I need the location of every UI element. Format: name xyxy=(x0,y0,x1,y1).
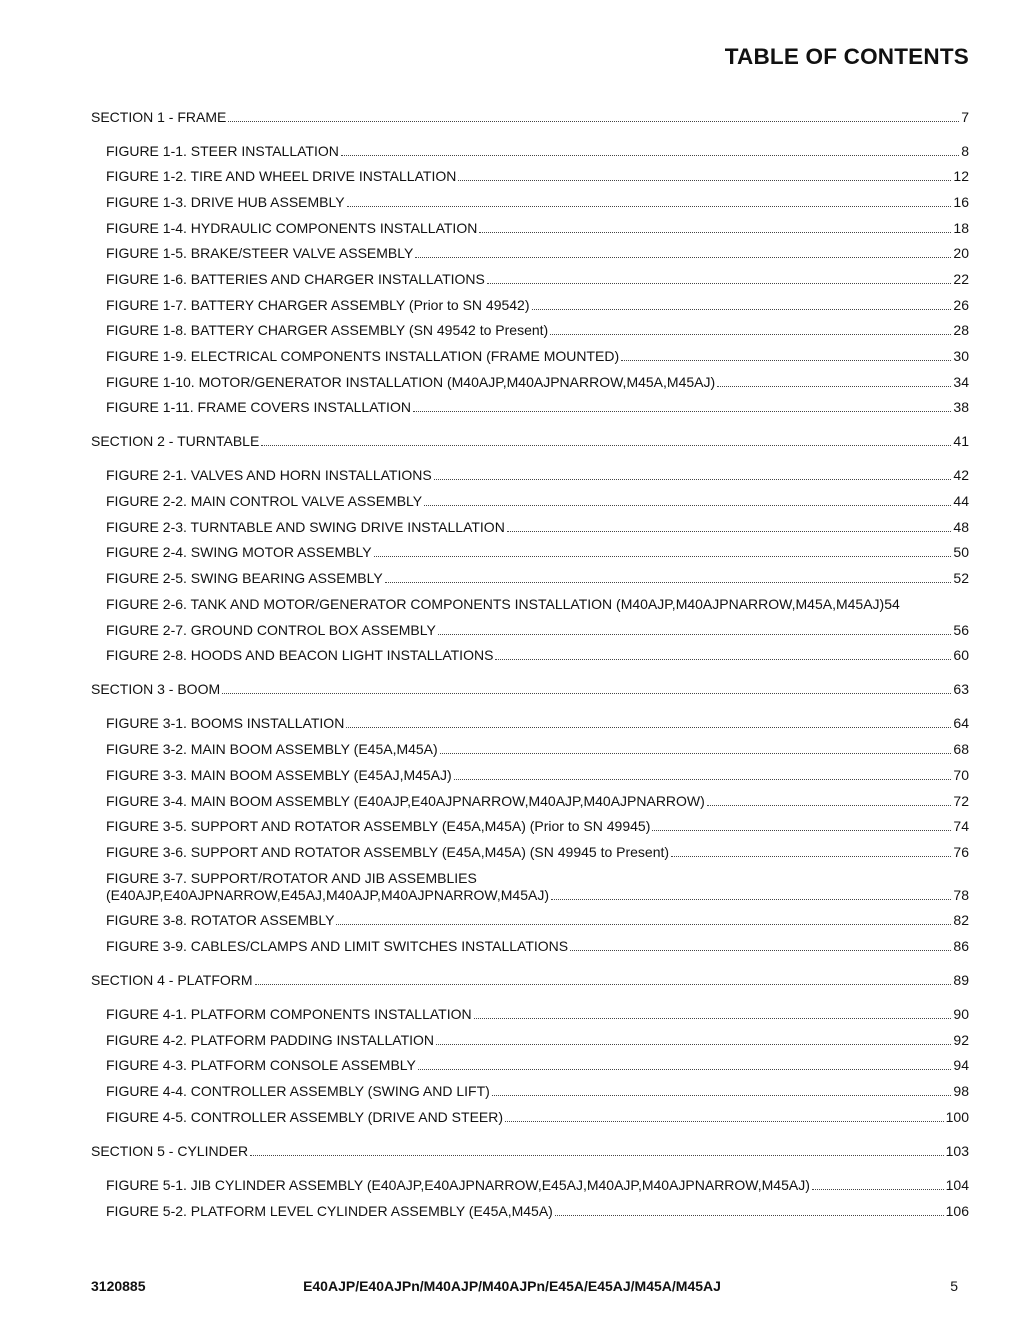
toc-figure-entry[interactable] xyxy=(106,519,969,536)
page-number: 74 xyxy=(953,818,969,834)
toc-figure-entry[interactable] xyxy=(106,493,969,510)
figure-title: FIGURE 2-4. SWING MOTOR ASSEMBLY xyxy=(106,544,372,560)
toc-figure-entry[interactable] xyxy=(106,544,969,561)
figure-title: FIGURE 2-3. TURNTABLE AND SWING DRIVE INSTALLATION xyxy=(106,519,505,535)
page-number: 18 xyxy=(953,220,969,236)
figure-title: FIGURE 1-11. FRAME COVERS INSTALLATION xyxy=(106,399,411,415)
dot-leader xyxy=(707,804,952,806)
section-title: SECTION 2 - TURNTABLE xyxy=(91,433,260,449)
figure-title: FIGURE 2-7. GROUND CONTROL BOX ASSEMBLY xyxy=(106,622,436,638)
page-number: 64 xyxy=(953,715,969,731)
dot-leader xyxy=(507,530,952,532)
dot-leader xyxy=(424,504,951,506)
dot-leader xyxy=(434,478,952,480)
page-number: 28 xyxy=(953,322,969,338)
dot-leader xyxy=(436,1043,951,1045)
dot-leader xyxy=(454,778,952,780)
page-number: 94 xyxy=(953,1057,969,1073)
figure-title: FIGURE 5-2. PLATFORM LEVEL CYLINDER ASSEMBLY (E45A,M45A) xyxy=(106,1203,553,1219)
toc-figure-entry[interactable] xyxy=(106,1109,969,1126)
page-number: 42 xyxy=(953,467,969,483)
dot-leader xyxy=(505,1120,944,1122)
dot-leader xyxy=(652,829,951,831)
section-title: SECTION 3 - BOOM xyxy=(91,681,221,697)
figure-title: FIGURE 4-3. PLATFORM CONSOLE ASSEMBLY xyxy=(106,1057,416,1073)
dot-leader xyxy=(346,726,951,728)
page-number: 20 xyxy=(953,245,969,261)
page-number: 44 xyxy=(953,493,969,509)
page-number: 38 xyxy=(953,399,969,415)
page-number: 54 xyxy=(884,596,900,612)
dot-leader xyxy=(474,1017,952,1019)
toc-figure-entry[interactable] xyxy=(106,912,969,929)
figure-title: FIGURE 2-1. VALVES AND HORN INSTALLATIONS xyxy=(106,467,432,483)
figure-title: FIGURE 2-8. HOODS AND BEACON LIGHT INSTALLATIONS xyxy=(106,647,494,663)
dot-leader xyxy=(621,359,951,361)
page-number: 90 xyxy=(953,1006,969,1022)
toc-figure-entry[interactable] xyxy=(106,271,969,288)
figure-title: FIGURE 1-5. BRAKE/STEER VALVE ASSEMBLY xyxy=(106,245,414,261)
dot-leader xyxy=(551,898,951,900)
figure-title: FIGURE 3-5. SUPPORT AND ROTATOR ASSEMBLY (E45A,M45A) (Prior to SN 49945) xyxy=(106,818,651,834)
toc-figure-entry[interactable] xyxy=(106,374,969,391)
page-number: 60 xyxy=(953,647,969,663)
toc-figure-entry[interactable] xyxy=(106,715,969,732)
page-number: 86 xyxy=(953,938,969,954)
figure-title: FIGURE 1-4. HYDRAULIC COMPONENTS INSTALLATION xyxy=(106,220,478,236)
dot-leader xyxy=(374,555,952,557)
figure-title: FIGURE 1-9. ELECTRICAL COMPONENTS INSTALLATION (FRAME MOUNTED) xyxy=(106,348,620,364)
toc-section-entry[interactable] xyxy=(91,109,969,126)
toc-figure-entry[interactable] xyxy=(106,143,969,160)
dot-leader xyxy=(479,231,951,233)
toc-figure-entry[interactable] xyxy=(106,348,969,365)
dot-leader xyxy=(487,282,952,284)
dot-leader xyxy=(495,658,951,660)
dot-leader xyxy=(250,1154,944,1156)
dot-leader xyxy=(222,692,951,694)
figure-title: FIGURE 1-3. DRIVE HUB ASSEMBLY xyxy=(106,194,345,210)
figure-title: FIGURE 1-6. BATTERIES AND CHARGER INSTALLATIONS xyxy=(106,271,485,287)
page-number: 89 xyxy=(953,972,969,988)
figure-title: FIGURE 4-5. CONTROLLER ASSEMBLY (DRIVE AND STEER) xyxy=(106,1109,504,1125)
toc-figure-entry[interactable] xyxy=(106,1177,969,1194)
page-number: 92 xyxy=(953,1032,969,1048)
page-number: 50 xyxy=(953,544,969,560)
toc-figure-entry[interactable] xyxy=(106,596,969,613)
dot-leader xyxy=(458,179,951,181)
dot-leader xyxy=(532,308,952,310)
page-number: 70 xyxy=(953,767,969,783)
dot-leader xyxy=(413,410,951,412)
page-number: 106 xyxy=(945,1203,969,1219)
dot-leader xyxy=(341,154,959,156)
footer-doc-number: 3120885 xyxy=(91,1278,146,1294)
dot-leader xyxy=(812,1188,944,1190)
toc-figure-entry[interactable] xyxy=(106,220,969,237)
page-number: 16 xyxy=(953,194,969,210)
figure-title: FIGURE 1-2. TIRE AND WHEEL DRIVE INSTALLATION xyxy=(106,168,457,184)
section-title: SECTION 1 - FRAME xyxy=(91,109,227,125)
footer-page-number: 5 xyxy=(950,1278,958,1294)
toc-figure-entry[interactable] xyxy=(106,322,969,339)
toc-figure-entry[interactable] xyxy=(106,297,969,314)
figure-title: FIGURE 3-6. SUPPORT AND ROTATOR ASSEMBLY (E45A,M45A) (SN 49945 to Present) xyxy=(106,844,670,860)
figure-title-line1[interactable]: FIGURE 3-7. SUPPORT/ROTATOR AND JIB ASSEMBLIES xyxy=(106,870,477,886)
dot-leader xyxy=(717,385,951,387)
dot-leader xyxy=(336,923,951,925)
toc-figure-entry[interactable] xyxy=(106,741,969,758)
dot-leader xyxy=(228,120,959,122)
toc-section-entry[interactable] xyxy=(91,1143,969,1160)
figure-title: FIGURE 1-8. BATTERY CHARGER ASSEMBLY (SN 49542 to Present) xyxy=(106,322,549,338)
dot-leader xyxy=(255,983,952,985)
toc-figure-entry[interactable] xyxy=(106,168,969,185)
page-number: 82 xyxy=(953,912,969,928)
dot-leader xyxy=(570,949,951,951)
figure-title: FIGURE 3-4. MAIN BOOM ASSEMBLY (E40AJP,E40AJPNARROW,M40AJP,M40AJPNARROW) xyxy=(106,793,705,809)
toc-figure-entry[interactable] xyxy=(106,467,969,484)
toc-figure-entry[interactable] xyxy=(106,1006,969,1023)
page-number: 52 xyxy=(953,570,969,586)
toc-figure-entry[interactable] xyxy=(106,887,969,904)
dot-leader xyxy=(555,1214,944,1216)
figure-title: FIGURE 3-2. MAIN BOOM ASSEMBLY (E45A,M45A) xyxy=(106,741,438,757)
page-number: 34 xyxy=(953,374,969,390)
toc-figure-entry[interactable] xyxy=(106,622,969,639)
figure-title: FIGURE 4-2. PLATFORM PADDING INSTALLATION xyxy=(106,1032,435,1048)
page-number: 7 xyxy=(961,109,969,125)
page-number: 103 xyxy=(945,1143,969,1159)
figure-title: FIGURE 4-1. PLATFORM COMPONENTS INSTALLATION xyxy=(106,1006,472,1022)
toc-figure-entry[interactable] xyxy=(106,399,969,416)
page-number: 78 xyxy=(953,887,969,903)
dot-leader xyxy=(385,581,952,583)
dot-leader xyxy=(671,855,951,857)
dot-leader xyxy=(415,256,951,258)
page-number: 22 xyxy=(953,271,969,287)
toc-section-entry[interactable] xyxy=(91,681,969,698)
section-title: SECTION 4 - PLATFORM xyxy=(91,972,253,988)
footer-models: E40AJP/E40AJPn/M40AJP/M40AJPn/E45A/E45AJ/M45A/M45AJ xyxy=(303,1278,721,1294)
page-number: 72 xyxy=(953,793,969,809)
figure-title: FIGURE 2-6. TANK AND MOTOR/GENERATOR COMPONENTS INSTALLATION (M40AJP,M40AJPNARROW,M45A,M45AJ) xyxy=(106,596,885,612)
dot-leader xyxy=(440,752,952,754)
figure-title: FIGURE 5-1. JIB CYLINDER ASSEMBLY (E40AJP,E40AJPNARROW,E45AJ,M40AJP,M40AJPNARROW,M45AJ) xyxy=(106,1177,810,1193)
toc-section-entry[interactable] xyxy=(91,433,969,450)
page-number: 26 xyxy=(953,297,969,313)
page-number: 98 xyxy=(953,1083,969,1099)
page-number: 63 xyxy=(953,681,969,697)
toc-figure-entry[interactable] xyxy=(106,1083,969,1100)
figure-title: (E40AJP,E40AJPNARROW,E45AJ,M40AJP,M40AJPNARROW,M45AJ) xyxy=(106,887,549,903)
dot-leader xyxy=(550,333,951,335)
page-number: 12 xyxy=(953,168,969,184)
figure-title: FIGURE 1-1. STEER INSTALLATION xyxy=(106,143,339,159)
toc-figure-entry[interactable] xyxy=(106,767,969,784)
dot-leader xyxy=(492,1094,952,1096)
toc-figure-entry[interactable] xyxy=(106,647,969,664)
dot-leader xyxy=(438,633,952,635)
toc-figure-entry[interactable] xyxy=(106,1032,969,1049)
page-title: TABLE OF CONTENTS xyxy=(724,44,969,69)
toc-figure-entry[interactable] xyxy=(106,938,969,955)
figure-title: FIGURE 2-2. MAIN CONTROL VALVE ASSEMBLY xyxy=(106,493,423,509)
toc-figure-entry[interactable] xyxy=(106,570,969,587)
figure-title: FIGURE 4-4. CONTROLLER ASSEMBLY (SWING AND LIFT) xyxy=(106,1083,490,1099)
page-number: 41 xyxy=(953,433,969,449)
figure-title: FIGURE 1-7. BATTERY CHARGER ASSEMBLY (Prior to SN 49542) xyxy=(106,297,530,313)
toc-figure-entry[interactable] xyxy=(106,194,969,211)
page-number: 8 xyxy=(961,143,969,159)
section-title: SECTION 5 - CYLINDER xyxy=(91,1143,249,1159)
page-number: 56 xyxy=(953,622,969,638)
toc-figure-entry[interactable] xyxy=(106,1203,969,1220)
figure-title: FIGURE 3-8. ROTATOR ASSEMBLY xyxy=(106,912,335,928)
page-number: 76 xyxy=(953,844,969,860)
toc-figure-entry[interactable] xyxy=(106,245,969,262)
figure-title: FIGURE 2-5. SWING BEARING ASSEMBLY xyxy=(106,570,383,586)
page-number: 104 xyxy=(945,1177,969,1193)
toc-figure-entry[interactable] xyxy=(106,1057,969,1074)
page-number: 68 xyxy=(953,741,969,757)
page-number: 48 xyxy=(953,519,969,535)
figure-title: FIGURE 3-1. BOOMS INSTALLATION xyxy=(106,715,345,731)
dot-leader xyxy=(261,444,951,446)
figure-title: FIGURE 3-3. MAIN BOOM ASSEMBLY (E45AJ,M45AJ) xyxy=(106,767,452,783)
page-number: 100 xyxy=(945,1109,969,1125)
page-number: 30 xyxy=(953,348,969,364)
dot-leader xyxy=(418,1068,952,1070)
toc-section-entry[interactable] xyxy=(91,972,969,989)
toc-figure-entry[interactable] xyxy=(106,844,969,861)
toc-figure-entry[interactable] xyxy=(106,818,969,835)
dot-leader xyxy=(347,205,952,207)
figure-title: FIGURE 1-10. MOTOR/GENERATOR INSTALLATION (M40AJP,M40AJPNARROW,M45A,M45AJ) xyxy=(106,374,716,390)
figure-title: FIGURE 3-9. CABLES/CLAMPS AND LIMIT SWITCHES INSTALLATIONS xyxy=(106,938,569,954)
toc-figure-entry[interactable] xyxy=(106,793,969,810)
